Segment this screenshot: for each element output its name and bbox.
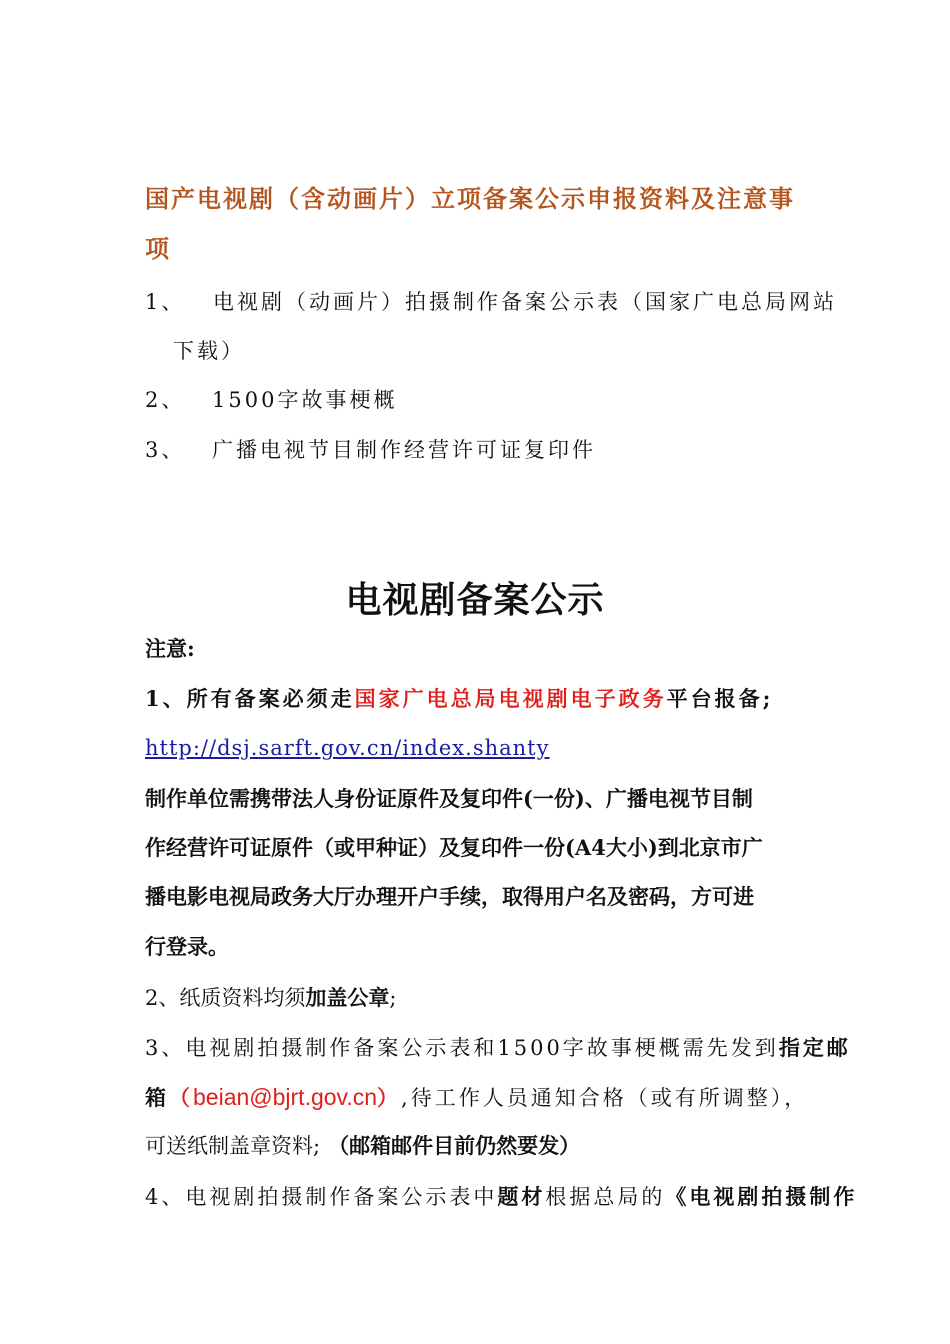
note-3-line2-bold: 箱 xyxy=(145,1085,169,1110)
note-1-body-line: 作经营许可证原件（或甲种证）及复印件一份(A4大小)到北京市广 xyxy=(145,835,763,860)
list-item xyxy=(145,435,596,465)
note-1-body-line: 行登录。 xyxy=(145,934,229,959)
note-label: 注意: xyxy=(145,636,195,661)
note-1-body-line: 制作单位需携带法人身份证原件及复印件(一份)、广播电视节目制 xyxy=(145,786,753,811)
note-2 xyxy=(145,983,396,1013)
list-item-number: 3、 xyxy=(145,438,186,462)
section1-title-line2: 项 xyxy=(145,234,171,263)
note-4-bold2: 《电视剧拍摄制作 xyxy=(665,1184,858,1209)
list-item-continuation: 下载） xyxy=(173,339,245,363)
list-item xyxy=(145,385,397,415)
note-4-middle: 根据总局的 xyxy=(545,1185,666,1209)
section1-title-line1: 国产电视剧（含动画片）立项备案公示申报资料及注意事 xyxy=(145,184,795,213)
list-item-number: 1、 xyxy=(145,290,186,314)
note-3-line1 xyxy=(145,1033,851,1063)
note-3-line1-prefix: 3、电视剧拍摄制作备案公示表和1500字故事梗概需先发到 xyxy=(145,1036,779,1060)
note-3-line2-suffix: ,待工作人员通知合格（或有所调整）， xyxy=(401,1086,809,1110)
list-item xyxy=(145,287,837,317)
list-item-text: 广播电视节目制作经营许可证复印件 xyxy=(212,438,596,462)
note-1 xyxy=(145,684,773,714)
note-1-suffix: 平台报备; xyxy=(666,686,774,711)
email-address: beian@bjrt.gov.cn xyxy=(193,1084,378,1110)
note-3-line2 xyxy=(145,1082,808,1113)
note-4 xyxy=(145,1182,857,1212)
note-3-line3 xyxy=(145,1131,580,1161)
note-3-line1-bold: 指定邮 xyxy=(778,1035,851,1060)
list-item-number: 2、 xyxy=(145,388,186,412)
note-3-line3-prefix: 可送纸制盖章资料; xyxy=(145,1134,321,1158)
email-close-paren: ） xyxy=(377,1085,402,1110)
list-item-text: 电视剧（动画片）拍摄制作备案公示表（国家广电总局网站 xyxy=(213,290,837,314)
list-item-text: 1500字故事梗概 xyxy=(212,388,398,412)
note-4-bold1: 题材 xyxy=(497,1184,546,1209)
note-2-prefix: 2、纸质资料均须 xyxy=(145,986,306,1010)
note-4-prefix: 4、电视剧拍摄制作备案公示表中 xyxy=(145,1185,498,1209)
section2-title: 电视剧备案公示 xyxy=(345,579,605,621)
note-1-highlight: 国家广电总局电视剧电子政务 xyxy=(354,686,667,711)
note-1-body-line: 播电影电视局政务大厅办理开户手续，取得用户名及密码，方可进 xyxy=(145,884,754,909)
note-1-prefix: 1、所有备案必须走 xyxy=(145,686,355,711)
email-open-paren: （ xyxy=(169,1085,193,1110)
note-2-suffix: ; xyxy=(389,986,397,1010)
note-3-line3-bold: （邮箱邮件目前仍然要发） xyxy=(328,1133,581,1158)
note-2-bold: 加盖公章 xyxy=(305,985,390,1010)
platform-url-link[interactable]: http://dsj.sarft.gov.cn/index.shanty xyxy=(145,736,550,760)
